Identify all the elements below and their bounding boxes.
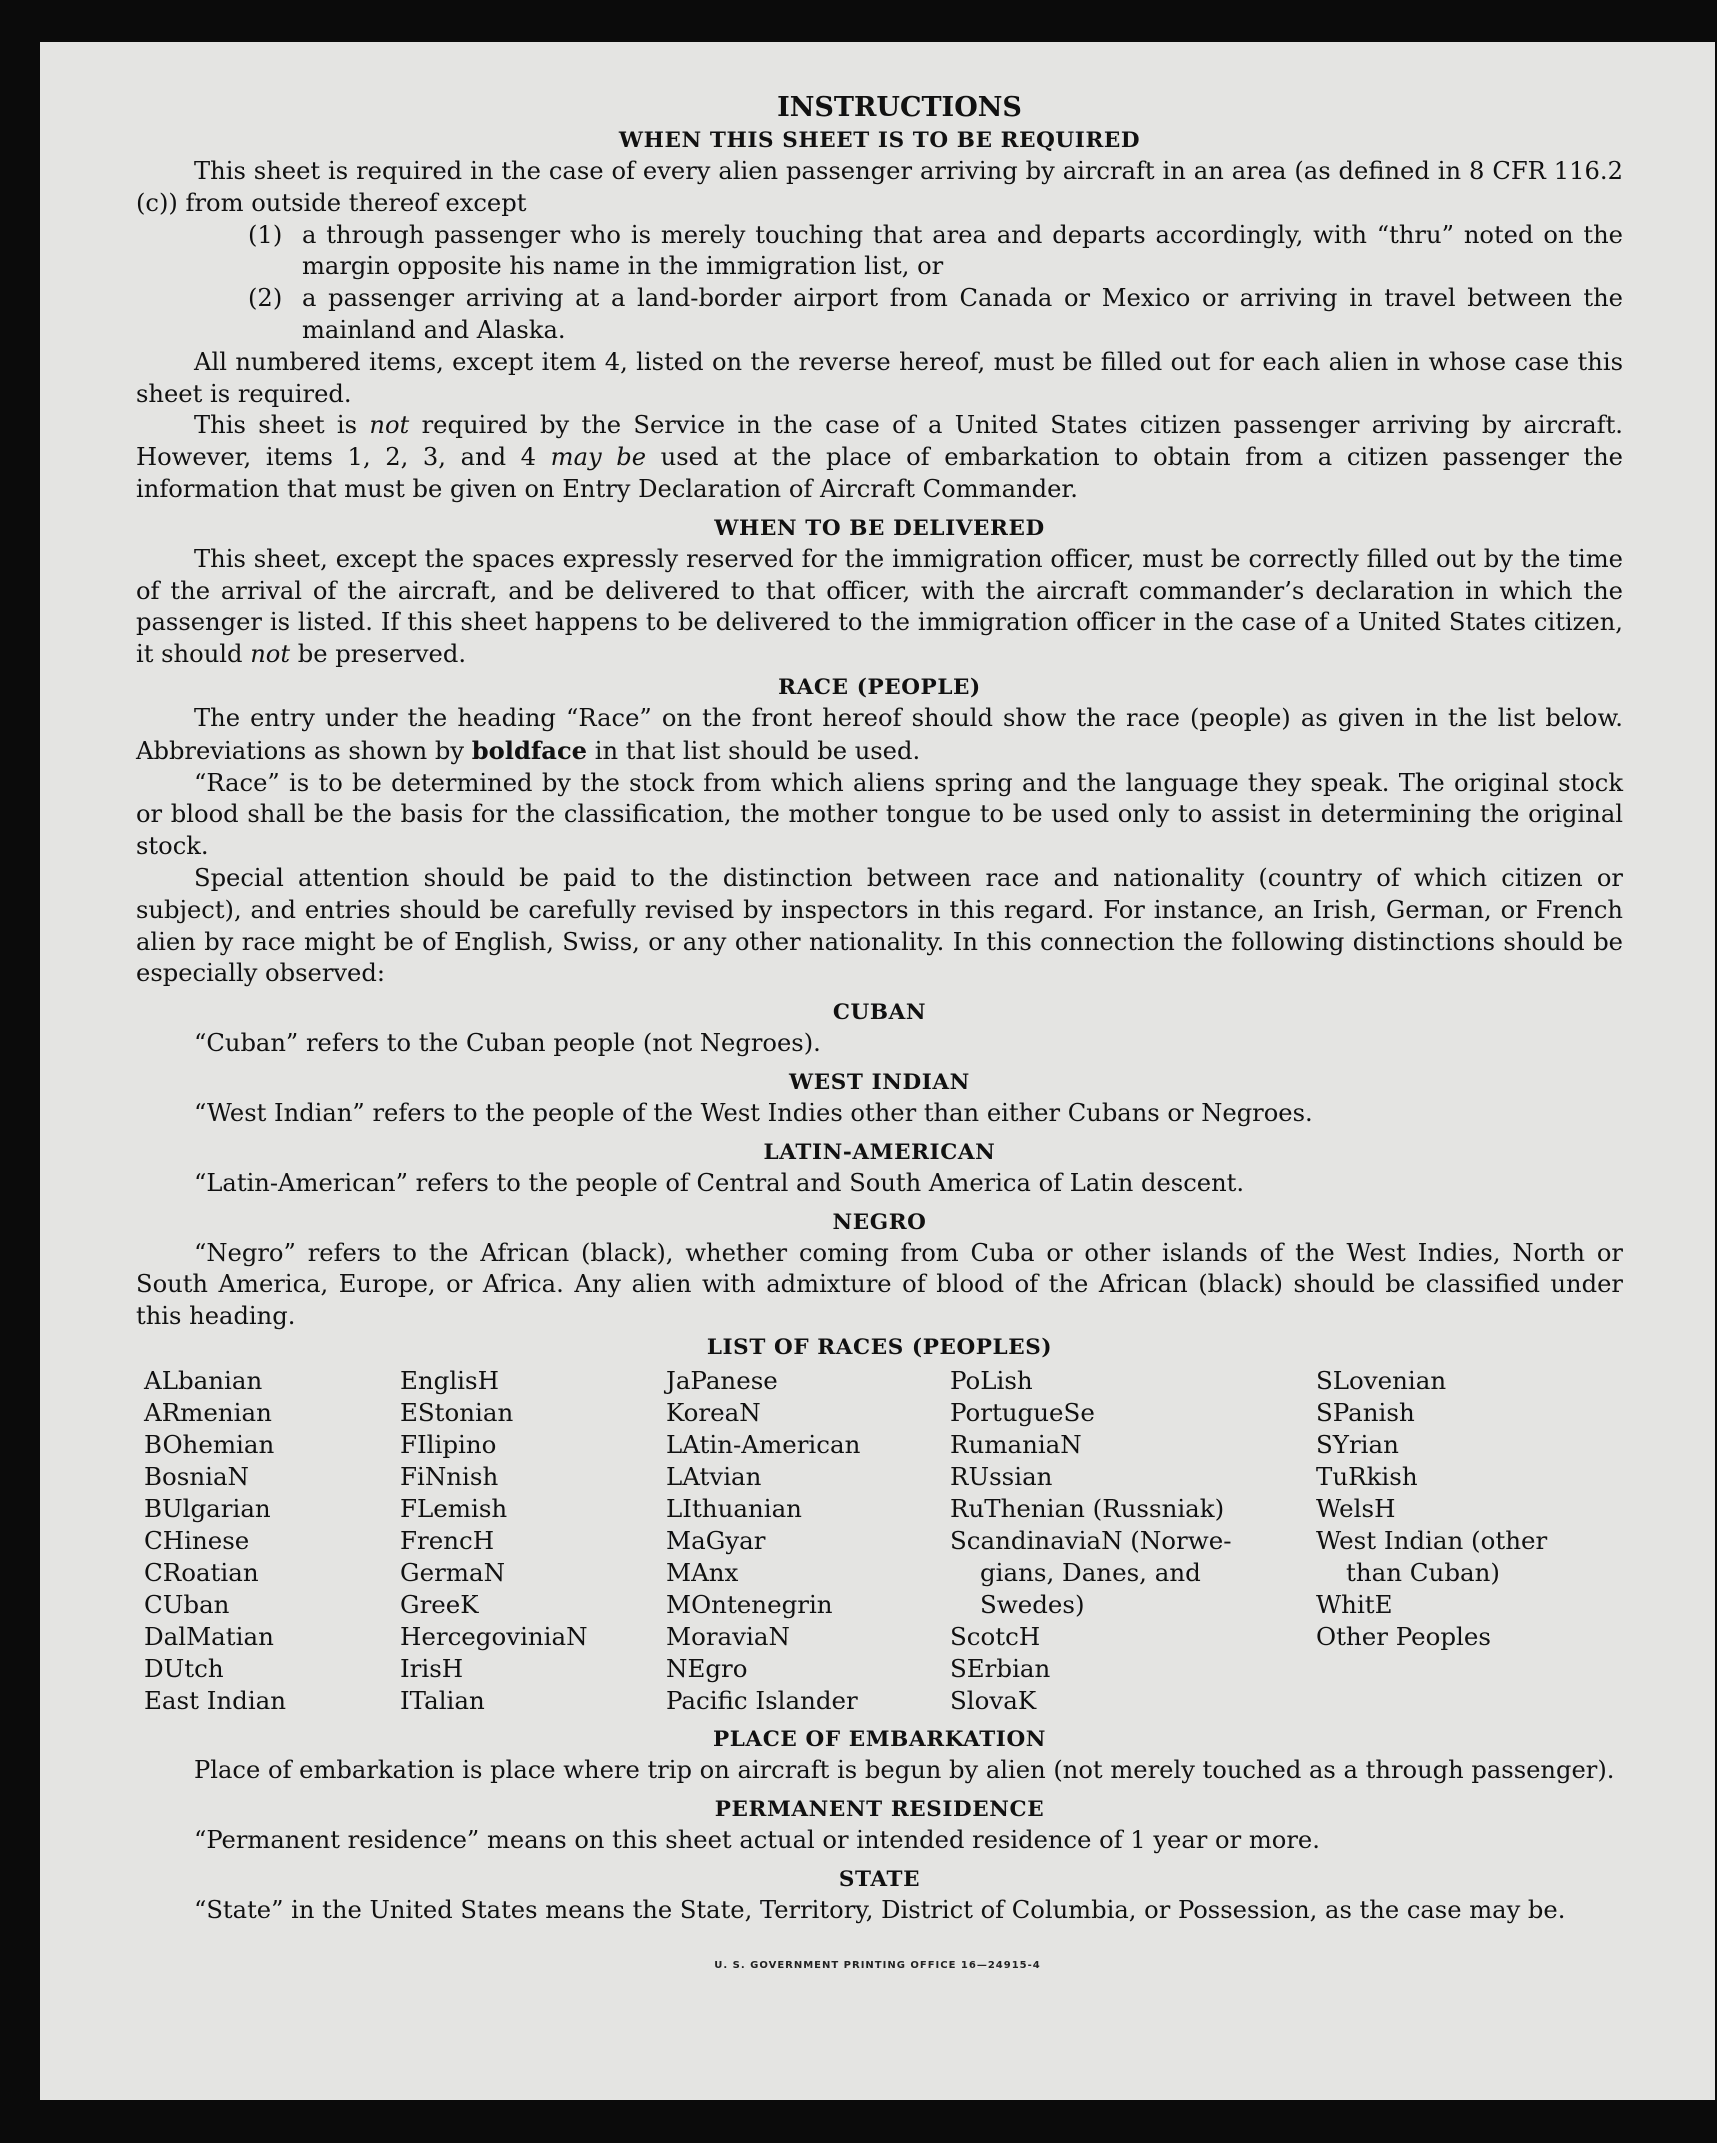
race-entry: WelsH <box>1316 1493 1396 1523</box>
race-entry: JaPanese <box>666 1365 778 1395</box>
heading-west-indian: WEST INDIAN <box>789 1069 970 1095</box>
race-entry: FiNnish <box>400 1461 499 1491</box>
race-entry: ARmenian <box>144 1397 272 1427</box>
paragraph-state: “State” in the United States means the State, Territory, District of Columbia, or Possession, as the case may be. <box>194 1895 1566 1924</box>
race-entry: ScandinaviaN (Norwe- <box>950 1525 1232 1555</box>
race-entry: FIlipino <box>400 1429 497 1459</box>
race-entry: West Indian (other <box>1316 1525 1548 1555</box>
race-entry: LAtin-American <box>666 1429 861 1459</box>
race-entry: HercegoviniaN <box>400 1621 588 1651</box>
list-item-text: a through passenger who is merely touching that area and departs accordingly, with “thru” noted on the margin opposite his name in the immigration list, or <box>302 220 1623 281</box>
paragraph-citizen-passenger: This sheet is not required by the Service in the case of a United States citizen passenger arriving by aircraft. However, items 1, 2, 3, and 4 may be used at the place of embarkation to obtain from a citizen passenger the information that must be given on Entry Declaration of Aircraft Commander. <box>136 411 1623 503</box>
race-entry: RuThenian (Russniak) <box>950 1493 1225 1523</box>
race-entry: RUssian <box>950 1461 1053 1491</box>
race-column <box>1316 1365 1578 1717</box>
race-list <box>136 1365 1623 1717</box>
race-entry: SPanish <box>1316 1397 1415 1427</box>
race-entry: CRoatian <box>144 1557 259 1587</box>
race-entry: TuRkish <box>1316 1461 1418 1491</box>
list-item-number: (1) <box>248 220 283 249</box>
race-column <box>950 1365 1316 1717</box>
race-entry: PortugueSe <box>950 1397 1095 1427</box>
heading-state: STATE <box>838 1866 921 1892</box>
paragraph-permanent-residence: “Permanent residence” means on this sheet actual or intended residence of 1 year or more. <box>194 1825 1320 1854</box>
printing-office-imprint: U. S. GOVERNMENT PRINTING OFFICE 16—24915-4 <box>714 1960 1041 1971</box>
race-entry: CHinese <box>144 1525 250 1555</box>
race-entry: MoraviaN <box>666 1621 790 1651</box>
race-entry: Pacific Islander <box>666 1685 858 1715</box>
paragraph-race-nationality: Special attention should be paid to the distinction between race and nationality (country of which citizen or subject), and entries should be carefully revised by inspectors in this regard. For instance, an Irish, German, or French alien by race might be of English, Swiss, or any other nationality. In this connection the following distinctions should be especially observed: <box>136 863 1623 988</box>
race-column <box>666 1365 950 1717</box>
heading-cuban: CUBAN <box>832 1000 927 1026</box>
race-entry: EnglisH <box>400 1365 499 1395</box>
race-entry: MOntenegrin <box>666 1589 833 1619</box>
race-column <box>144 1365 400 1717</box>
race-entry: MaGyar <box>666 1525 766 1555</box>
race-entry: WhitE <box>1316 1589 1393 1619</box>
race-entry: ITalian <box>400 1685 485 1715</box>
race-entry: GreeK <box>400 1589 479 1619</box>
paragraph-race-stock: “Race” is to be determined by the stock from which aliens spring and the language they speak. The original stock or blood shall be the basis for the classification, the mother tongue to be used only to assist in determining the original stock. <box>136 768 1623 861</box>
heading-place-of-embarkation: PLACE OF EMBARKATION <box>712 1726 1047 1752</box>
paragraph-when-delivered: This sheet, except the spaces expressly reserved for the immigration officer, must be correctly filled out by the time of the arrival of the aircraft, and be delivered to that officer, with the aircraft commander’s declaration in which the passenger is listed. If this sheet happens to be delivered to the immigration officer in the case of a United States citizen, it should not be preserved. <box>136 544 1623 669</box>
race-entry: than Cuban) <box>1346 1557 1500 1587</box>
race-entry: CUban <box>144 1589 230 1619</box>
list-item-text: a passenger arriving at a land-border airport from Canada or Mexico or arriving in travel between the mainland and Alaska. <box>302 284 1623 344</box>
paragraph-negro: “Negro” refers to the African (black), whether coming from Cuba or other islands of the West Indies, North or South America, Europe, or Africa. Any alien with admixture of blood of the African (black) should be classified under this heading. <box>136 1238 1623 1331</box>
race-entry: ScotcH <box>950 1621 1041 1651</box>
race-entry: FrencH <box>400 1525 495 1555</box>
list-item-number: (2) <box>248 284 283 313</box>
race-entry: GermaN <box>400 1557 506 1587</box>
paragraph-numbered-items: All numbered items, except item 4, listed on the reverse hereof, must be filled out for each alien in whose case this sheet is required. <box>136 347 1623 408</box>
race-entry: LIthuanian <box>666 1493 802 1523</box>
paragraph-race-entry: The entry under the heading “Race” on the front hereof should show the race (people) as given in the list below. Abbreviations as shown by boldface in that list should be used. <box>136 703 1623 765</box>
race-entry: LAtvian <box>666 1461 762 1491</box>
race-entry: IrisH <box>400 1653 464 1683</box>
heading-when-delivered: WHEN TO BE DELIVERED <box>714 515 1045 541</box>
race-entry: SErbian <box>950 1653 1051 1683</box>
race-entry: EStonian <box>400 1397 514 1427</box>
race-entry: ALbanian <box>144 1365 263 1395</box>
paragraph-place-of-embarkation: Place of embarkation is place where trip on aircraft is begun by alien (not merely touched as a through passenger). <box>194 1755 1615 1784</box>
heading-race: RACE (PEOPLE) <box>778 674 981 700</box>
race-entry: Other Peoples <box>1316 1621 1491 1651</box>
race-entry: BOhemian <box>144 1429 275 1459</box>
race-entry: KoreaN <box>666 1397 761 1427</box>
race-entry: SLovenian <box>1316 1365 1447 1395</box>
race-entry: gians, Danes, and <box>980 1557 1201 1587</box>
document-page <box>40 42 1715 2100</box>
race-column <box>400 1365 666 1717</box>
race-entry: BosniaN <box>144 1461 249 1491</box>
race-entry: SYrian <box>1316 1429 1399 1459</box>
list-item <box>136 220 1623 284</box>
paragraph-cuban: “Cuban” refers to the Cuban people (not Negroes). <box>194 1029 821 1058</box>
paragraph-west-indian: “West Indian” refers to the people of the West Indies other than either Cubans or Negroes. <box>194 1098 1313 1127</box>
paragraph-when-required-intro: This sheet is required in the case of every alien passenger arriving by aircraft in an area (as defined in 8 CFR 116.2 (c)) from outside thereof except <box>136 157 1623 217</box>
heading-negro: NEGRO <box>832 1209 927 1235</box>
heading-list-of-races: LIST OF RACES (PEOPLES) <box>706 1334 1053 1360</box>
race-entry: PoLish <box>950 1365 1033 1395</box>
heading-latin-american: LATIN-AMERICAN <box>763 1139 996 1165</box>
race-entry: RumaniaN <box>950 1429 1082 1459</box>
race-entry: DalMatian <box>144 1621 274 1651</box>
race-entry: Swedes) <box>980 1589 1085 1619</box>
heading-permanent-residence: PERMANENT RESIDENCE <box>714 1796 1045 1822</box>
race-entry: DUtch <box>144 1653 224 1683</box>
race-entry: SlovaK <box>950 1685 1037 1715</box>
race-entry: East Indian <box>144 1685 287 1715</box>
race-entry: MAnx <box>666 1557 739 1587</box>
paragraph-latin-american: “Latin-American” refers to the people of Central and South America of Latin descent. <box>194 1168 1245 1197</box>
race-entry: NEgro <box>666 1653 748 1683</box>
race-entry: FLemish <box>400 1493 508 1523</box>
page-title: INSTRUCTIONS <box>777 92 1022 123</box>
race-entry: BUlgarian <box>144 1493 271 1523</box>
heading-when-required: WHEN THIS SHEET IS TO BE REQUIRED <box>618 128 1141 153</box>
list-item <box>136 283 1623 347</box>
